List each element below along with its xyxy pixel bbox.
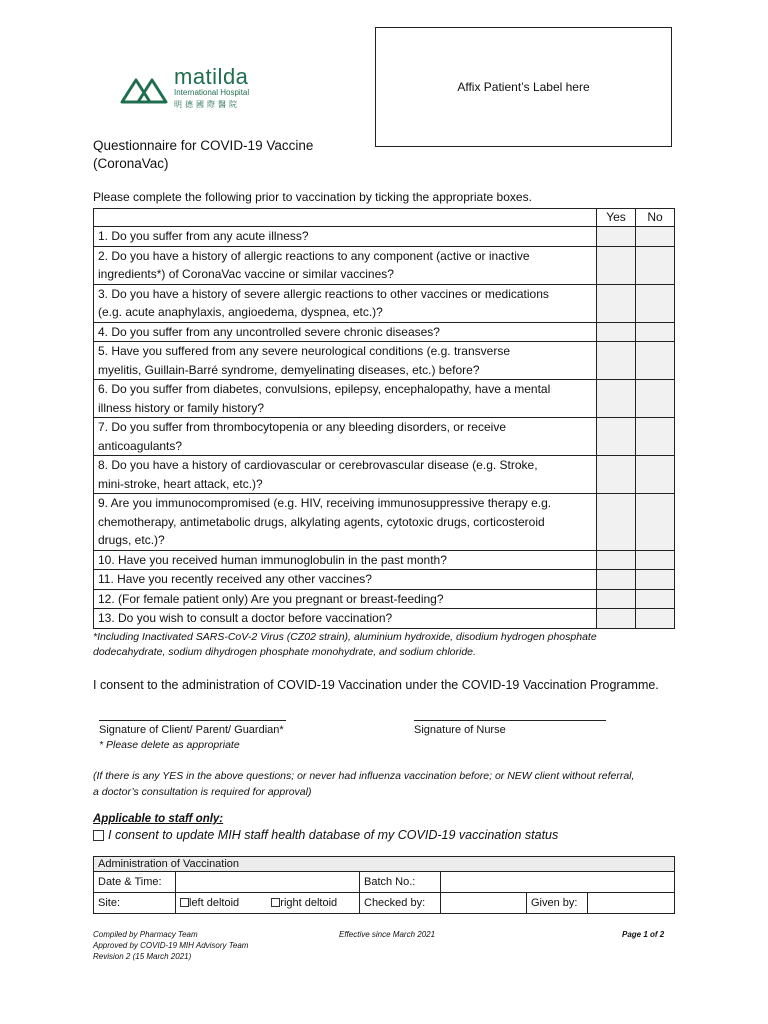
patient-label-box [375,27,672,147]
staff-consent-row[interactable] [93,828,558,842]
question-text [94,246,597,284]
yes-checkbox-cell[interactable] [597,550,636,570]
question-line: myelitis, Guillain-Barré syndrome, demyelinating diseases, etc.) before? [98,362,480,377]
site-label: Site: [94,893,176,914]
right-deltoid-checkbox[interactable] [271,898,280,907]
question-text [94,418,597,456]
footnote-line2: dodecahydrate, sodium dihydrogen phosphate monohydrate, and sodium chloride. [93,646,476,658]
question-row [94,322,675,342]
matilda-logo-icon [120,72,168,108]
nurse-signature-label: Signature of Nurse [414,724,506,736]
client-signature-line[interactable] [99,720,286,721]
question-line: mini-stroke, heart attack, etc.)? [98,476,263,491]
question-row [94,380,675,418]
no-checkbox-cell[interactable] [636,589,675,609]
approval-note [93,768,693,800]
no-checkbox-cell[interactable] [636,418,675,456]
no-header: No [636,209,675,227]
question-text [94,570,597,590]
yes-checkbox-cell[interactable] [597,342,636,380]
question-text [94,284,597,322]
question-line: 11. Have you recently received any other vaccines? [98,572,372,586]
question-line: (e.g. acute anaphylaxis, angioedema, dyspnea, etc.)? [98,305,383,319]
no-checkbox-cell[interactable] [636,380,675,418]
question-row [94,589,675,609]
consent-statement: I consent to the administration of COVID-19 Vaccination under the COVID-19 Vaccination Programme. [93,678,659,692]
footnote-line1: *Including Inactivated SARS-CoV-2 Virus (CZ02 strain), aluminium hydroxide, disodium hydrogen phosphate [93,631,597,643]
no-checkbox-cell[interactable] [636,494,675,551]
yes-checkbox-cell[interactable] [597,570,636,590]
yes-checkbox-cell[interactable] [597,418,636,456]
no-checkbox-cell[interactable] [636,456,675,494]
no-checkbox-cell[interactable] [636,609,675,629]
staff-consent-label: I consent to update MIH staff health database of my COVID-19 vaccination status [108,828,559,842]
yes-checkbox-cell[interactable] [597,227,636,247]
yes-checkbox-cell[interactable] [597,380,636,418]
instruction-text: Please complete the following prior to vaccination by ticking the appropriate boxes. [93,190,532,204]
form-title-line1: Questionnaire for COVID-19 Vaccine [93,138,314,153]
left-deltoid-checkbox[interactable] [180,898,189,907]
footer-effective: Effective since March 2021 [339,930,436,939]
patient-label-text: Affix Patient’s Label here [457,80,590,94]
question-row [94,456,675,494]
delete-note: * Please delete as appropriate [99,739,240,751]
question-text [94,456,597,494]
question-line: 3. Do you have a history of severe allergic reactions to other vaccines or medications [98,286,549,301]
batch-no-label: Batch No.: [360,872,441,893]
yes-checkbox-cell[interactable] [597,609,636,629]
no-checkbox-cell[interactable] [636,227,675,247]
checked-by-label: Checked by: [360,893,441,914]
question-line: ingredients*) of CoronaVac vaccine or similar vaccines? [98,267,394,281]
question-row [94,227,675,247]
question-line: 6. Do you suffer from diabetes, convulsions, epilepsy, encephalopathy, have a mental [98,382,551,396]
question-row [94,342,675,380]
footer-compiled: Compiled by Pharmacy Team [93,930,198,939]
question-text [94,609,597,629]
question-text [94,550,597,570]
date-time-field[interactable] [176,872,360,893]
footer-approved: Approved by COVID-19 MIH Advisory Team [93,941,249,950]
given-by-field[interactable] [588,893,675,914]
administration-heading-row [94,857,675,872]
no-checkbox-cell[interactable] [636,322,675,342]
question-text [94,494,597,551]
question-row [94,494,675,551]
right-deltoid-label: right deltoid [280,897,338,909]
given-by-label: Given by: [527,893,588,914]
form-title-line2: (CoronaVac) [93,156,169,171]
no-checkbox-cell[interactable] [636,246,675,284]
question-line: drugs, etc.)? [98,533,165,547]
yes-checkbox-cell[interactable] [597,322,636,342]
yes-header: Yes [597,209,636,227]
question-text [94,342,597,380]
question-row [94,609,675,629]
question-line: chemotherapy, antimetabolic drugs, alkylating agents, cytotoxic drugs, corticosteroid [98,514,545,529]
site-row [94,893,675,914]
question-header-cell [94,209,597,227]
question-row [94,550,675,570]
question-line: 12. (For female patient only) Are you pregnant or breast-feeding? [98,591,444,606]
question-row [94,284,675,322]
footer-left [93,929,248,962]
yes-checkbox-cell[interactable] [597,494,636,551]
logo-subtitle: International Hospital [174,88,250,97]
yes-checkbox-cell[interactable] [597,284,636,322]
question-line: 1. Do you suffer from any acute illness? [98,229,309,243]
approval-note-line2: a doctor’s consultation is required for approval) [93,786,312,798]
question-line: 9. Are you immunocompromised (e.g. HIV, receiving immunosuppressive therapy e.g. [98,496,552,510]
question-line: 4. Do you suffer from any uncontrolled severe chronic diseases? [98,324,440,339]
footer-page: Page 1 of 2 [622,930,665,939]
client-signature-label: Signature of Client/ Parent/ Guardian* [99,724,284,736]
staff-consent-checkbox[interactable] [93,830,104,841]
administration-heading: Administration of Vaccination [94,857,675,872]
no-checkbox-cell[interactable] [636,342,675,380]
date-batch-row [94,872,675,893]
question-line: 10. Have you received human immunoglobulin in the past month? [98,552,447,567]
question-line: 2. Do you have a history of allergic reactions to any component (active or inactive [98,248,530,263]
question-line: 13. Do you wish to consult a doctor before vaccination? [98,611,393,625]
ingredients-footnote [93,630,693,660]
left-deltoid-label: left deltoid [189,897,240,909]
no-checkbox-cell[interactable] [636,570,675,590]
staff-heading: Applicable to staff only: [93,813,224,825]
question-text [94,322,597,342]
table-header-row [94,209,675,227]
site-options [176,893,360,914]
no-checkbox-cell[interactable] [636,550,675,570]
question-text [94,589,597,609]
nurse-signature-line[interactable] [414,720,606,721]
yes-checkbox-cell[interactable] [597,589,636,609]
question-line: 8. Do you have a history of cardiovascular or cerebrovascular disease (e.g. Stroke, [98,458,538,472]
administration-table [93,856,675,914]
question-row [94,246,675,284]
no-checkbox-cell[interactable] [636,284,675,322]
question-text [94,380,597,418]
date-time-label: Date & Time: [94,872,176,893]
checked-by-field[interactable] [441,893,527,914]
question-line: 7. Do you suffer from thrombocytopenia or any bleeding disorders, or receive [98,420,506,434]
question-row [94,418,675,456]
question-row [94,570,675,590]
hospital-logo [120,64,280,112]
question-line: 5. Have you suffered from any severe neurological conditions (e.g. transverse [98,344,510,358]
yes-checkbox-cell[interactable] [597,246,636,284]
batch-no-field[interactable] [441,872,675,893]
logo-chinese: 明德國際醫院 [174,100,240,109]
questionnaire-table [93,208,675,629]
form-title [93,137,313,173]
yes-checkbox-cell[interactable] [597,456,636,494]
footer-revision: Revision 2 (15 March 2021) [93,952,192,961]
approval-note-line1: (If there is any YES in the above questions; or never had influenza vaccination before; or NEW client without referral, [93,770,635,782]
question-line: anticoagulants? [98,438,183,453]
logo-name: matilda [174,64,249,89]
question-text [94,227,597,247]
question-line: illness history or family history? [98,400,265,415]
